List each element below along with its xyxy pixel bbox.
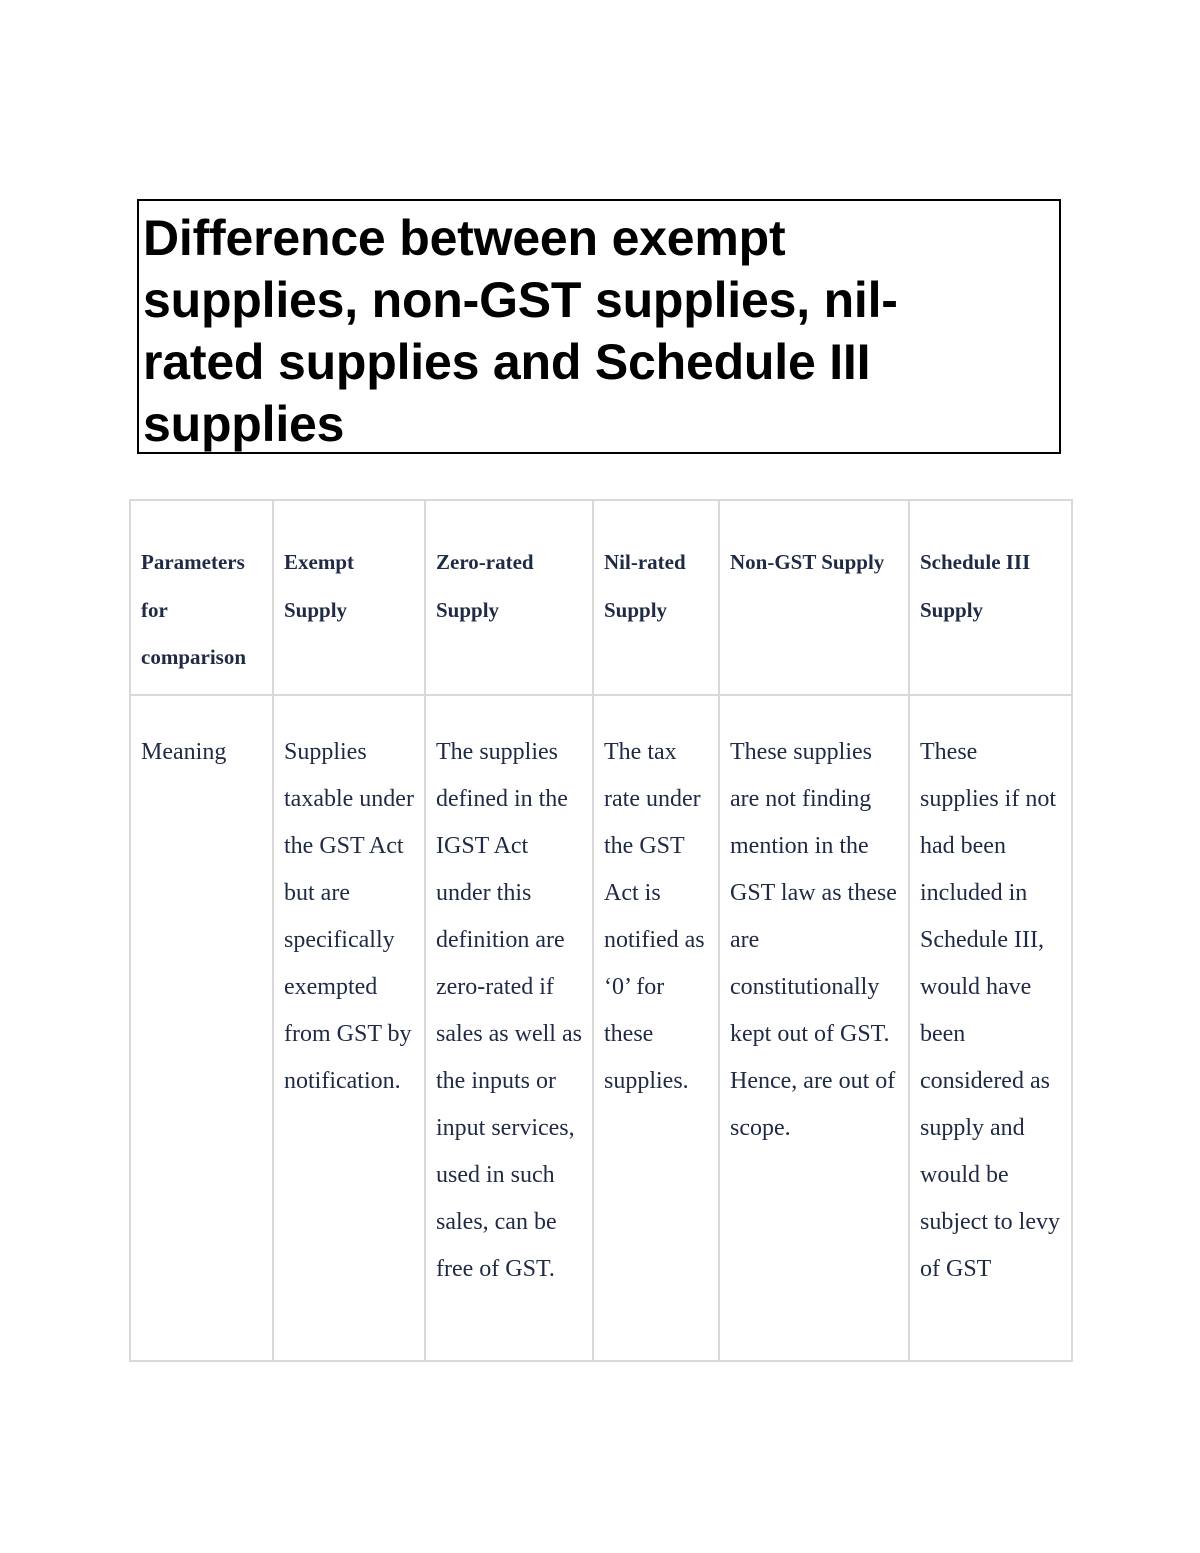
- comparison-table: [129, 499, 1073, 1362]
- table-row: [130, 695, 1072, 1361]
- header-zero-rated-supply: Zero-rated Supply: [425, 500, 593, 695]
- header-schedule-iii-supply: Schedule III Supply: [909, 500, 1072, 695]
- title-box: [137, 199, 1061, 454]
- header-parameters: Parameters for comparison: [130, 500, 273, 695]
- cell-schedule-iii-meaning: These supplies if not had been included in Schedule III, would have been considered as supply and would be subject to levy of GST: [909, 695, 1072, 1361]
- cell-non-gst-meaning: These supplies are not finding mention in the GST law as these are constitutionally kept out of GST. Hence, are out of scope.: [719, 695, 909, 1361]
- header-nil-rated-supply: Nil-rated Supply: [593, 500, 719, 695]
- cell-zero-rated-meaning: The supplies defined in the IGST Act under this definition are zero-rated if sales as well as the inputs or input services, used in such sales, can be free of GST.: [425, 695, 593, 1361]
- table-header-row: [130, 500, 1072, 695]
- page-title: Difference between exempt supplies, non-GST supplies, nil-rated supplies and Schedule III supplies: [143, 210, 898, 452]
- cell-nil-rated-meaning: The tax rate under the GST Act is notified as ‘0’ for these supplies.: [593, 695, 719, 1361]
- cell-meaning-label: Meaning: [130, 695, 273, 1361]
- header-non-gst-supply: Non-GST Supply: [719, 500, 909, 695]
- header-exempt-supply: Exempt Supply: [273, 500, 425, 695]
- cell-exempt-meaning: Supplies taxable under the GST Act but are specifically exempted from GST by notification.: [273, 695, 425, 1361]
